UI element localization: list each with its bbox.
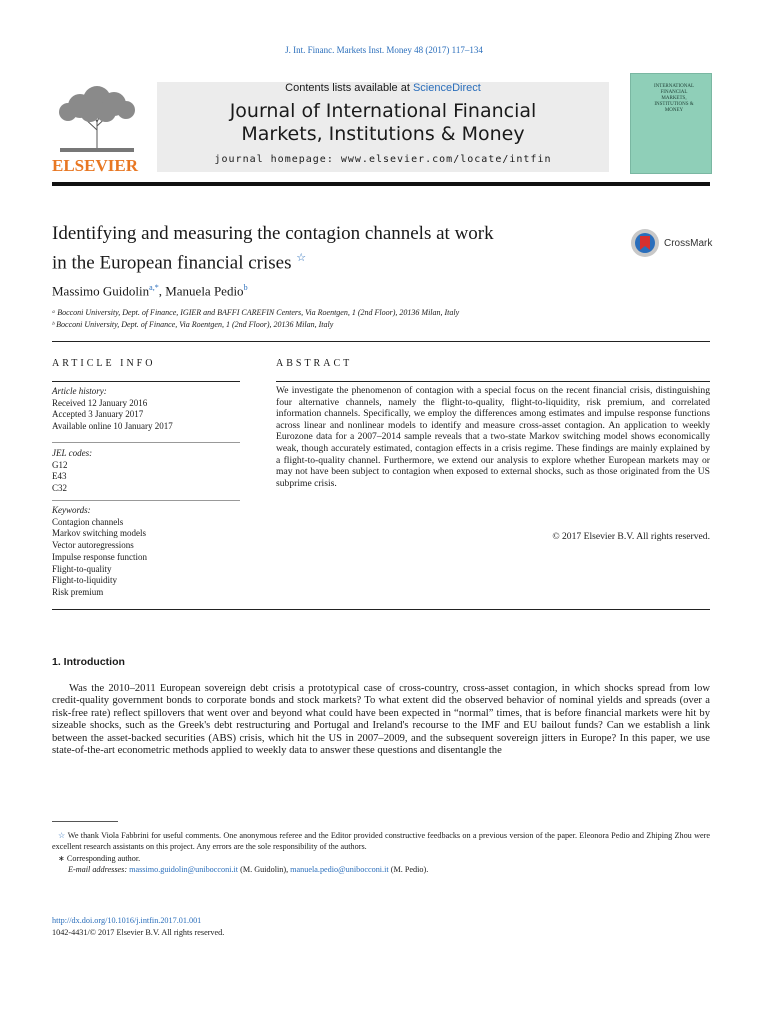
journal-reference[interactable]: J. Int. Financ. Markets Inst. Money 48 (2017) 117–134 <box>285 45 483 55</box>
homepage-url[interactable]: www.elsevier.com/locate/intfin <box>340 154 552 165</box>
email-pedio-link[interactable]: manuela.pedio@unibocconi.it <box>290 865 389 875</box>
abstract-text: We investigate the phenomenon of contagion with a special focus on the recent financial crisis, distinguishing four alternative channels, namely the flight-to-quality, flight-to-liquidity, risk premium, and correlated information channels. Specifically, we employ the differences among estimates and impulse response functions across linear and nonlinear models to identify and measure cross-asset contagion. An application to weekly Eurozone data for a 2007–2014 sample reveals that a two-state Markov switching model shows economically weak, though accurately estimated, contagion effects in a crisis regime. These findings are mainly explained by a flight-to-quality channel. Furthermore, we extend our analysis to explore whether European markets may or may not have been subject to contagion when exposed to external shocks, such as those originated from the US subprime crisis. <box>276 385 710 489</box>
abstract-heading: ABSTRACT <box>276 358 353 369</box>
journal-cover-title: INTERNATIONAL FINANCIAL MARKETS, INSTITUTIONS & MONEY <box>654 84 694 113</box>
abstract-rule <box>276 381 710 382</box>
history-label: Article history: <box>52 386 107 396</box>
keyword: Vector autoregressions <box>52 540 134 551</box>
article-history <box>52 386 242 433</box>
abstract-copyright: © 2017 Elsevier B.V. All rights reserved. <box>552 531 710 542</box>
jel-label: JEL codes: <box>52 448 93 458</box>
keyword: Risk premium <box>52 586 104 597</box>
footnote-rule <box>52 821 118 822</box>
title-line1: Identifying and measuring the contagion channels at work <box>52 223 494 244</box>
section-rule <box>52 341 710 342</box>
keyword: Contagion channels <box>52 516 124 527</box>
corresponding-mark: ∗ <box>58 853 65 863</box>
homepage-prefix: journal homepage: <box>214 154 334 165</box>
contents-line <box>157 82 609 94</box>
keywords-label: Keywords: <box>52 505 91 515</box>
jel-codes <box>52 448 242 495</box>
crossmark-badge[interactable] <box>630 228 712 258</box>
journal-name <box>157 100 609 146</box>
elsevier-wordmark: ELSEVIER <box>52 156 138 175</box>
received-date: Received 12 January 2016 <box>52 397 148 408</box>
jel-code: C32 <box>52 483 68 494</box>
keyword: Impulse response function <box>52 551 147 562</box>
bottom-info <box>52 915 224 938</box>
introduction-heading: 1. Introduction <box>52 656 125 668</box>
crossmark-label: CrossMark <box>664 237 713 249</box>
affiliation-a: ᵃ Bocconi University, Dept. of Finance, IGIER and BAFFI CAREFIN Centers, Via Roentgen, 1 (2nd Floor), 20136 Milan, Italy <box>52 308 460 317</box>
affiliation-b: ᵇ Bocconi University, Dept. of Finance, Via Roentgen, 1 (2nd Floor), 20136 Milan, Italy <box>52 320 334 329</box>
acknowledgement-mark: ☆ <box>58 831 66 840</box>
journal-name-line2: Markets, Institutions & Money <box>241 123 525 145</box>
title-line2: in the European financial crises ☆ <box>52 252 307 274</box>
issn-copyright: 1042-4431/© 2017 Elsevier B.V. All rights reserved. <box>52 927 225 937</box>
email-footnote: E-mail addresses: massimo.guidolin@unibocconi.it (M. Guidolin), manuela.pedio@unibocconi.it (M. Pedio). <box>68 865 429 875</box>
header-rule <box>52 182 710 186</box>
sciencedirect-link[interactable]: ScienceDirect <box>412 82 481 94</box>
jel-code: G12 <box>52 459 68 470</box>
introduction-text: Was the 2010–2011 European sovereign debt crisis a prototypical case of cross-country, cross-asset contagion, in which shocks spread from low credit-quality government bonds to corporate bonds and stock markets? To what extent did the observed behavior of nominal yields and spreads (over a risk-free rate) reflect spillovers that went over and beyond what could have been expected in “normal” times, that is before financial markets were hit by sizeable shocks, such as the Greek's debt restructuring and Portugal and Ireland's recourse to the IMF and EU bailout funds? Can we establish a link between the asset-backed securities (ABS) crisis, which hit the US in 2007–2009, and the subsequent sovereign jitters in Europe? In this paper, we use state-of-the-art econometric methods applied to weekly data to answer these questions and disentangle the <box>52 683 710 757</box>
article-title <box>52 222 592 275</box>
online-date: Available online 10 January 2017 <box>52 421 173 432</box>
corresponding-footnote: ∗ Corresponding author. <box>58 853 141 863</box>
keyword: Flight-to-liquidity <box>52 575 118 586</box>
jel-code: E43 <box>52 471 67 482</box>
author-list: Massimo Guidolin$^{a,*}$, Manuela Pedio$^b$ <box>52 283 248 299</box>
author2-affil-mark[interactable]: b <box>243 283 248 292</box>
keyword: Markov switching models <box>52 528 146 539</box>
info-divider <box>52 442 240 443</box>
keyword: Flight-to-quality <box>52 563 112 574</box>
contents-prefix: Contents lists available at <box>285 82 410 94</box>
journal-name-line1: Journal of International Financial <box>229 100 537 122</box>
article-info-heading: ARTICLE INFO <box>52 358 156 369</box>
accepted-date: Accepted 3 January 2017 <box>52 409 144 420</box>
elsevier-tree-logo <box>52 82 142 154</box>
footnotes <box>52 830 710 876</box>
article-info-rule <box>52 381 240 382</box>
author-guidolin: Massimo Guidolin <box>52 283 150 299</box>
title-footnote-mark[interactable]: ☆ <box>296 252 307 264</box>
email-guidolin-link[interactable]: massimo.guidolin@unibocconi.it <box>129 865 239 875</box>
crossmark-icon <box>630 228 660 258</box>
info-divider <box>52 500 240 501</box>
abstract-end-rule <box>52 609 710 610</box>
doi-link[interactable]: http://dx.doi.org/10.1016/j.intfin.2017.01.001 <box>52 916 202 925</box>
author1-affil-mark[interactable]: a,* <box>149 283 159 292</box>
keywords <box>52 505 242 599</box>
acknowledgement-footnote: ☆ We thank Viola Fabbrini for useful comments. One anonymous referee and the Editor provided constructive feedbacks on a previous version of the paper. Eleonora Pedio and Zhiping Zhou were excellent research assistants on this project. Any errors are the sole responsibility of the authors. <box>52 831 710 852</box>
author-pedio: Manuela Pedio <box>165 283 244 299</box>
journal-homepage <box>157 154 609 165</box>
